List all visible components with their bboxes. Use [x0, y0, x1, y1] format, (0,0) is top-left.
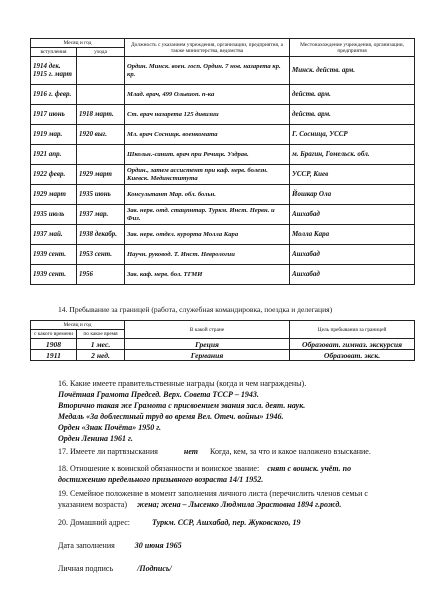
- date-label: Дата заполнения: [58, 541, 115, 550]
- table-row: [31, 339, 415, 350]
- award-item: Вторично такая же Грамота с присвоением звания засл. деят. наук.: [58, 401, 306, 410]
- party-penalties-answer: нет: [183, 447, 199, 456]
- table-row: [31, 125, 415, 145]
- cell-entry: 1922 февр.: [31, 165, 77, 185]
- cell-position: Зав. нерв. отд. стацпнтар. Туркм. Инст. Нервн. и Физ.: [125, 205, 290, 225]
- cell-position: Зав. каф. нерв. бол. ТГМИ: [125, 265, 290, 285]
- cell-position: Ст. врач назарета 125 дивизии: [125, 105, 290, 125]
- cell-position: Школьн.-санит. врач при Речицк. Уздрав.: [125, 145, 290, 165]
- table-row: [31, 185, 415, 205]
- table-header-row: [31, 321, 415, 330]
- cell-location: Ашхабад: [290, 265, 415, 285]
- cell-purpose: Образоват. гимназ. экскурсия: [290, 339, 415, 350]
- party-penalties-tail: Когда, кем, за что и какое наложено взыскание.: [210, 447, 371, 456]
- signature-answer: /Подпись/: [137, 564, 172, 573]
- award-item: Орден Ленина 1961 г.: [58, 434, 133, 443]
- header-position: Должность с указанием учреждения, организации, предприятия, а также министерства, ведомства: [125, 39, 290, 57]
- cell-exit: 1938 декабр.: [77, 225, 125, 245]
- awards-section: [58, 378, 414, 444]
- cell-entry: 1935 июль: [31, 205, 77, 225]
- cell-location: м. Брагин, Гомельск. обл.: [290, 145, 415, 165]
- party-penalties-label: 17. Имеете ли партвзыскания: [58, 447, 158, 456]
- cell-position: Мл. врач Сосницк. военкомата: [125, 125, 290, 145]
- cell-exit: 1929 март: [77, 165, 125, 185]
- table-row: [31, 265, 415, 285]
- cell-exit: 1953 сент.: [77, 245, 125, 265]
- employment-table: [30, 38, 415, 285]
- cell-exit: [77, 85, 125, 105]
- signature-label: Личная подпись: [58, 564, 114, 573]
- cell-entry: 1919 мар.: [31, 125, 77, 145]
- header-country: В какой стране: [125, 321, 290, 339]
- header-month-year: Месяц и год: [31, 39, 125, 48]
- date-line: [58, 540, 182, 551]
- cell-entry: 1929 март: [31, 185, 77, 205]
- cell-location: Ашхабад: [290, 205, 415, 225]
- award-item: Орден «Знак Почёта» 1950 г.: [58, 423, 162, 432]
- header-to: по какое время: [77, 330, 125, 339]
- family-answer: жена; жена – Лысенко Людмила Эрастовна 1894 г.рожд.: [137, 500, 342, 509]
- address-answer: Туркм. ССР, Ашхабад, пер. Жуковского, 19: [152, 518, 301, 527]
- military-answer-2: достижению предельного призывного возраста 14/1 1952.: [58, 475, 264, 484]
- party-penalties-line: [58, 446, 371, 457]
- cell-location: Ашхабад: [290, 245, 415, 265]
- military-answer-1: снят с воинск. учёт. по: [267, 464, 352, 473]
- header-purpose: Цель пребывания за границей: [290, 321, 415, 339]
- cell-entry: 1917 июнь: [31, 105, 77, 125]
- cell-entry: 1921 апр.: [31, 145, 77, 165]
- table-row: [31, 165, 415, 185]
- cell-entry: 1939 сент.: [31, 265, 77, 285]
- cell-position: Ордин. Минск. воен. госп. Ордин. 7 нов. назарета кр. кр.: [125, 57, 290, 85]
- cell-duration: 1 мес.: [77, 339, 125, 350]
- cell-location: Минск. действ. арм.: [290, 57, 415, 85]
- military-label: 18. Отношение к воинской обязанности и воинское звание:: [58, 464, 260, 473]
- award-item: Медаль «За доблестный труд во время Вел. Отеч. войны» 1946.: [58, 412, 284, 421]
- cell-location: действ. арм.: [290, 85, 415, 105]
- cell-country: Греция: [125, 339, 290, 350]
- header-exit: ухода: [77, 48, 125, 57]
- cell-year: 1908: [31, 339, 77, 350]
- table-row: [31, 105, 415, 125]
- cell-exit: 1918 март.: [77, 105, 125, 125]
- address-line: [58, 517, 301, 528]
- cell-exit: 1956: [77, 265, 125, 285]
- abroad-table: [30, 320, 415, 361]
- cell-location: УССР, Киев: [290, 165, 415, 185]
- table-row: [31, 205, 415, 225]
- cell-exit: 1920 выг.: [77, 125, 125, 145]
- cell-exit: [77, 145, 125, 165]
- cell-location: Г. Сосница, УССР: [290, 125, 415, 145]
- cell-entry: 1937 май.: [31, 225, 77, 245]
- cell-year: 1911: [31, 350, 77, 361]
- table-header-row: [31, 39, 415, 48]
- family-label-2: указанием возраста): [58, 500, 127, 509]
- cell-location: действ. арм.: [290, 105, 415, 125]
- cell-position: Консультант Мар. обл. больн.: [125, 185, 290, 205]
- table-row: [31, 245, 415, 265]
- cell-location: Молла Кара: [290, 225, 415, 245]
- award-item: Почётная Грамота Председ. Верх. Совета ТССР – 1943.: [58, 390, 259, 399]
- header-month-year: Месяц и год: [31, 321, 125, 330]
- table-row: [31, 85, 415, 105]
- section-14-label: 14. Пребывание за границей (работа, служебная командировка, поездка и делегация): [58, 305, 333, 314]
- cell-exit: 1935 июнь: [77, 185, 125, 205]
- cell-position: Научн. руковод. Т. Инст. Неврологии: [125, 245, 290, 265]
- cell-entry: 1916 г. февр.: [31, 85, 77, 105]
- header-location: Местонахождение учреждения, организации, предприятия: [290, 39, 415, 57]
- table-row: [31, 57, 415, 85]
- cell-entry: 1939 сент.: [31, 245, 77, 265]
- cell-exit: [77, 57, 125, 85]
- military-section: [58, 463, 414, 485]
- cell-entry: 1914 дек. 1915 г. март: [31, 57, 77, 85]
- table-row: [31, 145, 415, 165]
- cell-country: Германия: [125, 350, 290, 361]
- address-label: 20. Домашний адрес:: [58, 518, 131, 527]
- table-row: [31, 225, 415, 245]
- header-from: с какого времени: [31, 330, 77, 339]
- family-section: [58, 488, 414, 510]
- cell-position: Млад. врач, 499 Ольвиоп. п-ка: [125, 85, 290, 105]
- table-row: [31, 350, 415, 361]
- cell-purpose: Образоват. экск.: [290, 350, 415, 361]
- family-label-1: 19. Семейное положение в момент заполнения личного листа (перечислить членов семьи с: [58, 489, 368, 498]
- cell-position: Зав. нерв. отдел. курорта Молла Кара: [125, 225, 290, 245]
- signature-line: [58, 563, 172, 574]
- cell-exit: 1937 мар.: [77, 205, 125, 225]
- date-answer: 30 июня 1965: [134, 541, 182, 550]
- cell-position: Ордин., затем ассистент при каф. нерв. болезн. Киевск. Мединститута: [125, 165, 290, 185]
- cell-location: Йошкар Ола: [290, 185, 415, 205]
- header-entry: вступления: [31, 48, 77, 57]
- cell-duration: 2 нед.: [77, 350, 125, 361]
- awards-label: 16. Какие имеете правительственные награды (когда и чем награждены).: [58, 379, 307, 388]
